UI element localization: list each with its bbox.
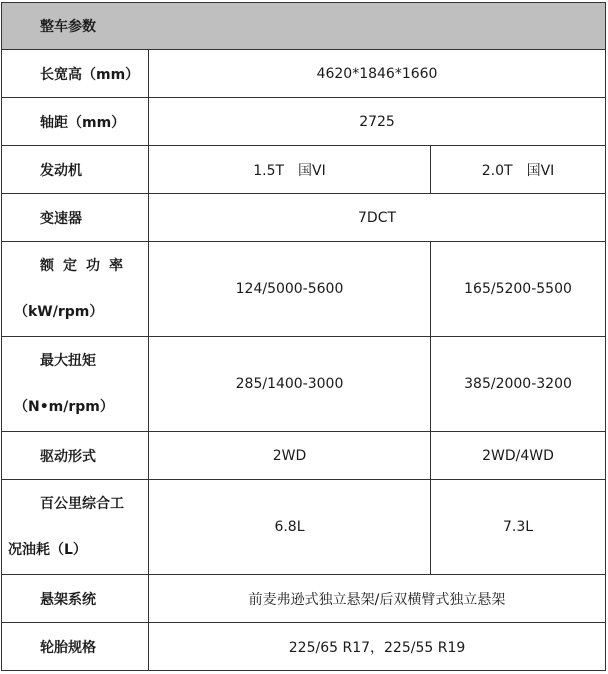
row-label-engine: 发动机: [2, 146, 149, 194]
value-torque-b: 385/2000-3200: [431, 337, 606, 432]
table-row: [2, 98, 606, 146]
value-drive-b: 2WD/4WD: [431, 432, 606, 480]
value-tires: 225/65 R17，225/55 R19: [149, 623, 606, 671]
row-label-torque: [2, 337, 149, 432]
value-engine-a: 1.5T 国VI: [149, 146, 431, 194]
row-label-torque-line2: （N•m/rpm）: [14, 399, 114, 415]
row-label-fuel-line2: 况油耗（L）: [8, 542, 87, 558]
value-suspension: 前麦弗逊式独立悬架/后双横臂式独立悬架: [149, 575, 606, 623]
value-wheelbase: 2725: [149, 98, 606, 146]
value-power-a: 124/5000-5600: [149, 242, 431, 337]
value-dimensions: 4620*1846*1660: [149, 50, 606, 98]
table-title: 整车参数: [2, 3, 606, 50]
value-power-b: 165/5200-5500: [431, 242, 606, 337]
table-row: [2, 480, 606, 575]
table-row: [2, 337, 606, 432]
table-row: [2, 432, 606, 480]
table-row: [2, 623, 606, 671]
row-label-power-line2: （kW/rpm）: [14, 304, 104, 320]
row-label-suspension: 悬架系统: [2, 575, 149, 623]
table-row: [2, 50, 606, 98]
table-row: [2, 575, 606, 623]
table-row: [2, 146, 606, 194]
table-header-row: [2, 3, 606, 50]
value-engine-b: 2.0T 国VI: [431, 146, 606, 194]
row-label-gearbox: 变速器: [2, 194, 149, 242]
table-row: [2, 194, 606, 242]
value-fuel-a: 6.8L: [149, 480, 431, 575]
row-label-tires: 轮胎规格: [2, 623, 149, 671]
row-label-torque-line1: 最大扭矩: [40, 353, 96, 369]
row-label-wheelbase: 轴距（mm）: [2, 98, 149, 146]
spec-table-container: [1, 2, 605, 671]
value-torque-a: 285/1400-3000: [149, 337, 431, 432]
spec-table: [1, 2, 606, 671]
row-label-dimensions: 长宽高（mm）: [2, 50, 149, 98]
row-label-fuel: [2, 480, 149, 575]
row-label-drive: 驱动形式: [2, 432, 149, 480]
value-fuel-b: 7.3L: [431, 480, 606, 575]
table-row: [2, 242, 606, 337]
row-label-power-line1: 额定功率: [40, 258, 132, 274]
value-drive-a: 2WD: [149, 432, 431, 480]
row-label-fuel-line1: 百公里综合工: [40, 496, 124, 512]
value-gearbox: 7DCT: [149, 194, 606, 242]
row-label-power: [2, 242, 149, 337]
